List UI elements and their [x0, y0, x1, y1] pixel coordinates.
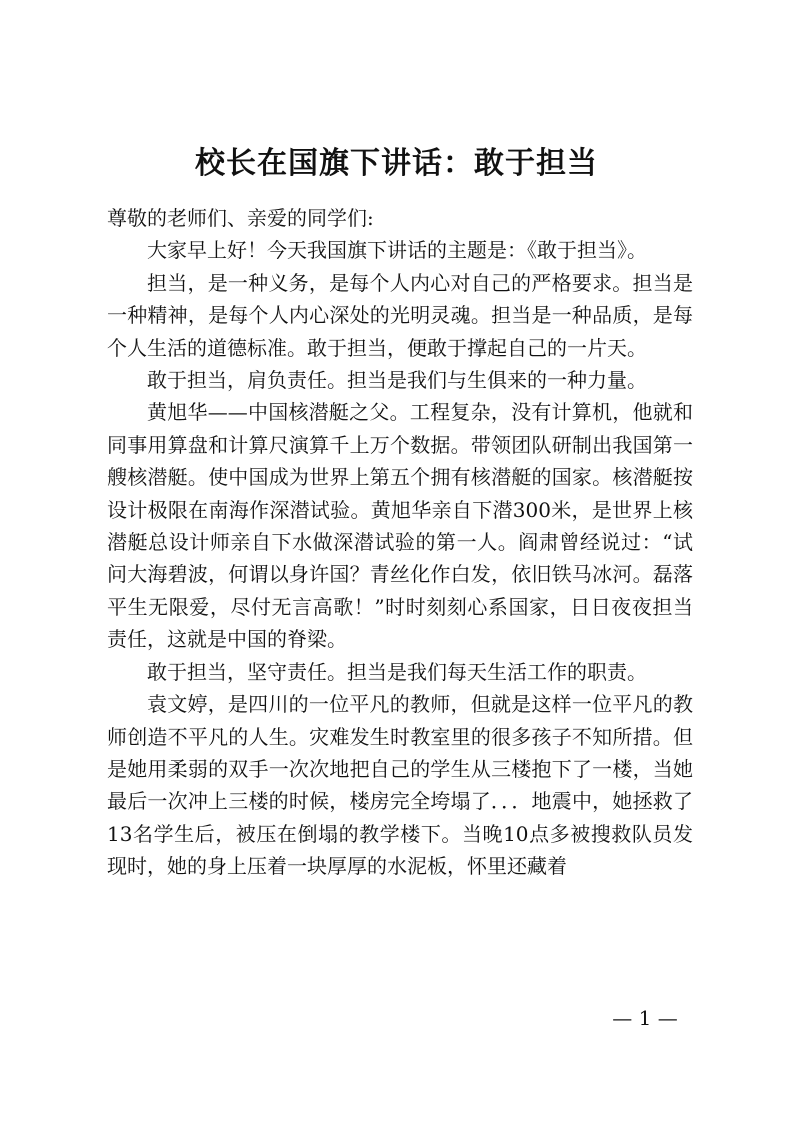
- paragraph-yuan-wenting: 袁文婷，是四川的一位平凡的教师，但就是这样一位平凡的教师创造不平凡的人生。灾难发生时教室里的很多孩子不知所措。但是她用柔弱的双手一次次地把自己的学生从三楼抱下了一楼，当她最后一次冲上三楼的时候，楼房完全垮塌了．．．地震中，她拯救了13名学生后，被压在倒塌的教学楼下。当晚10点多被搜救队员发现时，她的身上压着一块厚厚的水泥板，怀里还藏着: [107, 692, 693, 879]
- paragraph-huang-xuhua: 黄旭华——中国核潜艇之父。工程复杂，没有计算机，他就和同事用算盘和计算尺演算千上万个数据。带领团队研制出我国第一艘核潜艇。使中国成为世界上第五个拥有核潜艇的国家。核潜艇按设计极限在南海作深潜试验。黄旭华亲自下潜300米，是世界上核潜艇总设计师亲自下水做深潜试验的第一人。阎肃曾经说过：“试问大海碧波，何谓以身许国？青丝化作白发，依旧铁马冰河。磊落平生无限爱，尽付无言高歌！”时时刻刻心系国家，日日夜夜担当责任，这就是中国的脊梁。: [107, 400, 693, 652]
- paragraph-definition: 担当，是一种义务，是每个人内心对自己的严格要求。担当是一种精神，是每个人内心深处的光明灵魂。担当是一种品质，是每个人生活的道德标准。敢于担当，便敢于撑起自己的一片天。: [107, 270, 693, 360]
- paragraph-greeting: 大家早上好！今天我国旗下讲话的主题是：《敢于担当》。: [147, 238, 647, 263]
- page-number: — 1 —: [612, 1006, 678, 1030]
- paragraph-heading-duty: 敢于担当，坚守责任。担当是我们每天生活工作的职责。: [147, 659, 647, 684]
- paragraph-heading-responsibility: 敢于担当，肩负责任。担当是我们与生俱来的一种力量。: [147, 368, 647, 393]
- salutation: 尊敬的老师们、亲爱的同学们:: [107, 206, 374, 230]
- document-title: 校长在国旗下讲话：敢于担当: [195, 146, 598, 181]
- document-body: [107, 202, 693, 883]
